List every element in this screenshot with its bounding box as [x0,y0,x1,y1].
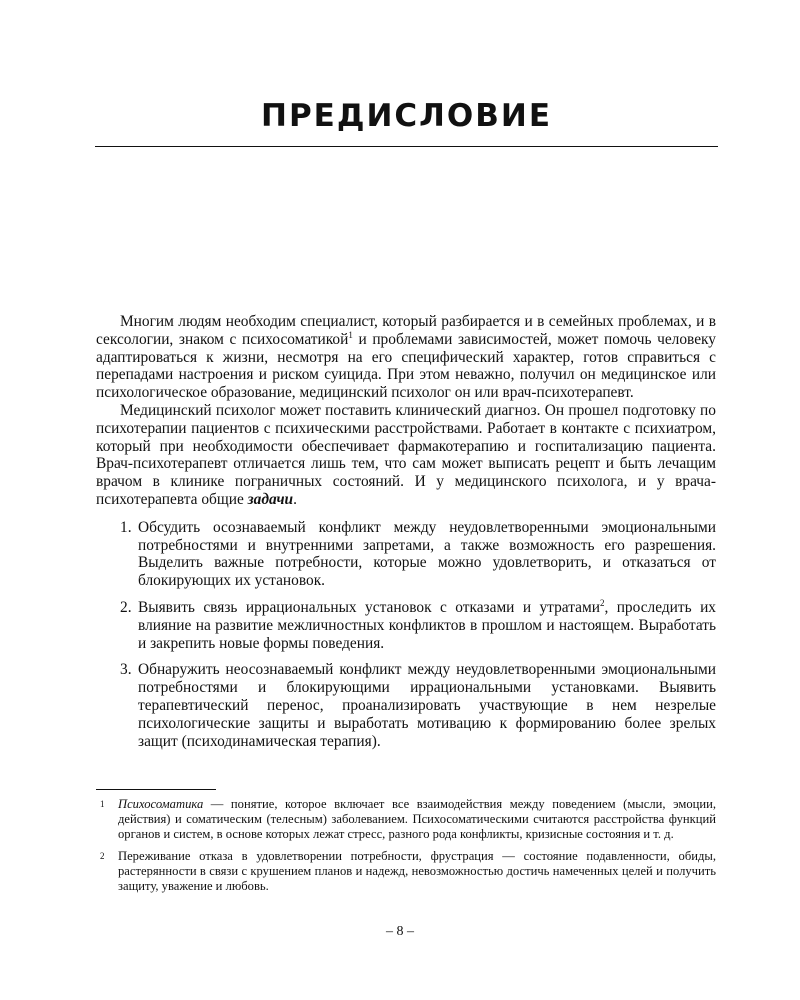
footnote-1 [96,797,716,843]
intro-paragraph-2 [96,402,716,509]
footnote-mark: 1 [100,799,105,809]
main-text [96,313,716,759]
footnote-separator [96,789,216,790]
list-item-text: Обсудить осознаваемый конфликт между неудовлетворенными эмоциональными потребностями и внутренними запретами, а также возможность его разрешения. Выделить важные потребности, которые можно удовлетворить, и отказаться от блокирующих их установок. [138,518,716,590]
list-item-text-b: , проследить их влияние на развитие межличностных конфликтов в прошлом и настоящем. Выработать и закрепить новые формы поведения. [138,598,717,652]
list-item [96,661,716,750]
list-item-number: 2. [120,598,132,616]
footnote-text: — понятие, которое включает все взаимодействия между поведением (мысли, эмоции, действия) и соматическим (телесным) заболеванием. Психосоматическими считаются расстройства функций органов и систем, в основе которых лежат стресс, разного рода конфликты, кризисные состояния и т. д. [118,797,716,842]
intro-paragraph-1 [96,313,716,402]
footnote-text: Переживание отказа в удовлетворении потребности, фрустрация — состояние подавленности, обиды, растерянности в связи с крушением планов и надежд, невозможностью достичь намеченных целей и получить защиту, уважение и любовь. [118,848,716,894]
list-item-text: Обнаружить неосознаваемый конфликт между неудовлетворенными эмоциональными потребностями и блокирующими иррациональными установками. Выявить терапевтический перенос, проанализировать участвующие в нем незрелые психологические защиты и выработать мотивацию к формированию более зрелых защит (психодинамическая терапия). [138,661,716,750]
intro-paragraph-1-text-b: и проблемами зависимостей, может помочь человеку адаптироваться к жизни, несмотря на его специфический характер, готов справиться с перепадами настроения и риском суицида. При этом неважно, получил он медицинское или психологическое образование, медицинский психолог он или врач-психотерапевт. [96,330,716,402]
footnote-2 [96,849,716,895]
list-item-text-a: Выявить связь иррациональных установок с отказами и утратами [138,598,600,616]
list-item [96,519,716,590]
page-title: ПРЕДИСЛОВИЕ [261,98,552,134]
page-number: – 8 – [386,924,414,939]
list-item-number: 1. [120,518,132,536]
tasks-keyword: задачи [247,490,294,508]
list-item [96,599,716,652]
intro-paragraph-2-text: Медицинский психолог может поставить клинический диагноз. Он прошел подготовку по психотерапии пациентов с психическими расстройствами. Работает в контакте с психиатром, который при необходимости обеспечивает фармакотерапию и госпитализацию пациента. Врач-психотерапевт отличается лишь тем, что сам может выписать рецепт и быть лечащим врачом в клинике пограничных состояний. И у медицинского психолога, и у врача-психотерапевта общие [96,401,716,508]
list-item-text [138,599,716,652]
footnotes [96,797,716,900]
footnote-term: Психосоматика [118,797,204,811]
footnote-ref-1: 1 [348,329,353,340]
title-underline [95,146,718,147]
footnote-ref-2: 2 [599,597,605,608]
list-item-number: 3. [120,661,132,679]
task-list [96,519,716,751]
footnote-mark: 2 [100,850,105,861]
intro-paragraph-2-end: . [293,490,297,508]
intro-paragraph-1-text-a: Многим людям необходим специалист, который разбирается и в семейных проблемах, и в сексологии, знаком с психосоматикой [96,313,716,348]
